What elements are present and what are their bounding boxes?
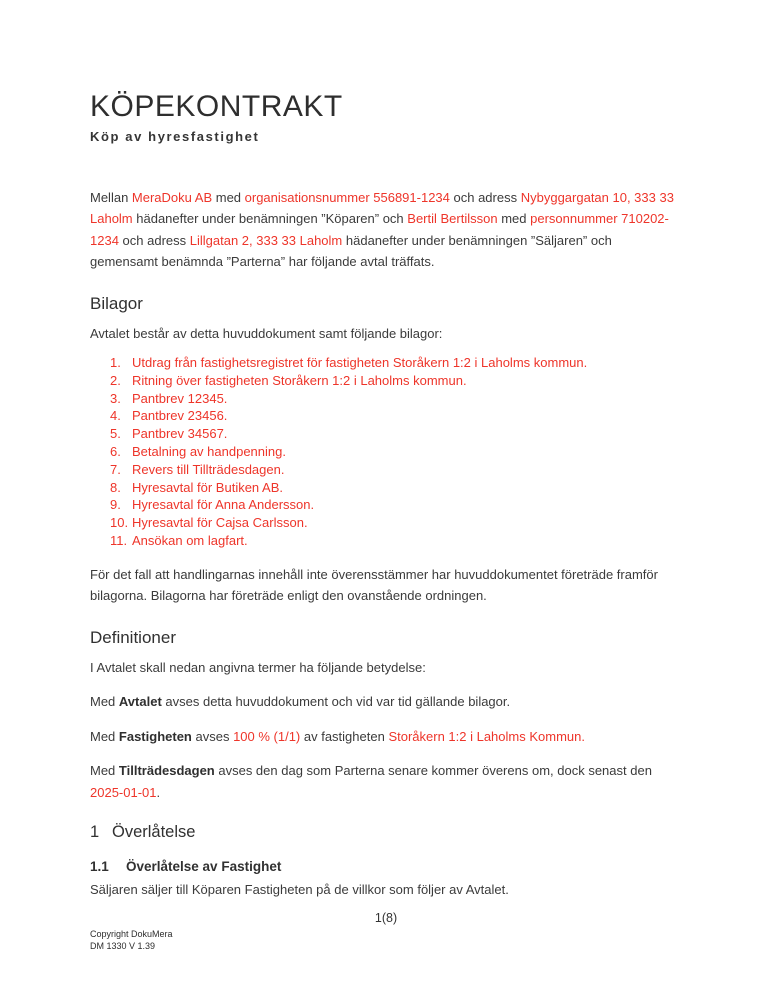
text-segment: Med (90, 694, 119, 710)
field-property-designation: Storåkern 1:2 i Laholms Kommun. (388, 728, 585, 744)
attachment-list (90, 354, 682, 550)
text-segment: och adress (449, 189, 521, 205)
text-segment: med (212, 189, 245, 205)
doc-title: KÖPEKONTRAKT (90, 90, 343, 123)
item-number: 10. (110, 515, 129, 531)
text-segment: Med (90, 763, 119, 779)
bilagor-intro: Avtalet består av detta huvuddokument samt följande bilagor: (90, 325, 443, 341)
attachment-item (110, 461, 682, 479)
item-number: 11. (110, 533, 128, 549)
definitioner-intro: I Avtalet skall nedan angivna termer ha följande betydelse: (90, 659, 426, 675)
item-text: Hyresavtal för Cajsa Carlsson. (132, 515, 308, 531)
definition-tilltradesdagen (90, 760, 682, 803)
attachment-item (110, 425, 682, 443)
subsection-title: Överlåtelse av Fastighet (126, 859, 282, 875)
field-ownership-share: 100 % (1/1) (233, 728, 301, 744)
item-text: Pantbrev 12345. (132, 390, 228, 406)
attachment-item (110, 354, 682, 372)
item-number: 6. (110, 444, 121, 460)
attachment-item (110, 532, 682, 550)
subsection-number: 1.1 (90, 859, 109, 875)
copyright-block (90, 929, 173, 952)
text-segment: avses (191, 728, 234, 744)
item-number: 5. (110, 426, 121, 442)
field-buyer-name: MeraDoku AB (131, 189, 213, 205)
text-segment: Mellan (90, 189, 132, 205)
item-text: Betalning av handpenning. (132, 444, 286, 460)
text-segment: hädanefter under benämningen ”Säljaren” och gemensamt benämnda ”Parterna” har följande avtal träffats. (90, 232, 612, 269)
text-segment: med (497, 211, 531, 226)
item-text: Ritning över fastigheten Storåkern 1:2 i Laholms kommun. (132, 372, 467, 388)
copyright-line-2: DM 1330 V 1.39 (90, 940, 156, 951)
term-fastigheten: Fastigheten (118, 728, 192, 744)
intro-paragraph (90, 187, 682, 273)
page-number: 1(8) (374, 911, 398, 925)
item-number: 8. (110, 479, 121, 495)
definitioner-heading: Definitioner (90, 627, 176, 647)
section-number: 1 (90, 823, 100, 842)
attachment-item (110, 514, 682, 532)
attachment-item (110, 407, 682, 425)
attachment-item (110, 496, 682, 514)
attachment-item (110, 390, 682, 408)
item-number: 4. (110, 408, 121, 424)
definition-fastigheten (90, 726, 682, 748)
item-number: 3. (110, 390, 121, 406)
text-segment: och adress (118, 232, 190, 248)
attachment-item (110, 443, 682, 461)
item-text: Hyresavtal för Butiken AB. (132, 479, 284, 495)
text-segment: hädanefter under benämningen ”Köparen” och (132, 211, 408, 226)
bilagor-heading: Bilagor (90, 293, 143, 313)
field-buyer-address: Nybyggargatan 10, 333 33 Laholm (90, 189, 674, 226)
text-segment: avses detta huvuddokument och vid var tid gällande bilagor. (161, 694, 511, 710)
text-segment: av fastigheten (300, 728, 389, 744)
bilagor-note: För det fall att handlingarnas innehåll inte överensstämmer har huvuddokumentet företräde framför bilagorna. Bilagorna har företräde enligt den ovanstående ordningen. (90, 566, 658, 604)
attachment-item (110, 372, 682, 390)
field-seller-name: Bertil Bertilsson (407, 211, 498, 226)
item-text: Utdrag från fastighetsregistret för fastigheten Storåkern 1:2 i Laholms kommun. (132, 355, 588, 371)
text-segment: . (156, 784, 161, 800)
item-number: 9. (110, 497, 121, 513)
item-text: Revers till Tillträdesdagen. (132, 461, 285, 477)
doc-subtitle: Köp av hyresfastighet (90, 128, 260, 144)
item-number: 2. (110, 372, 121, 388)
text-segment: avses den dag som Parterna senare kommer överens om, dock senast den (214, 763, 652, 779)
section-title: Överlåtelse (112, 823, 196, 842)
item-number: 7. (110, 461, 121, 477)
text-segment: Med (90, 728, 119, 744)
item-number: 1. (110, 355, 121, 371)
attachment-item (110, 479, 682, 497)
field-org-number: organisationsnummer 556891-1234 (244, 189, 450, 205)
item-text: Pantbrev 23456. (132, 408, 228, 424)
item-text: Hyresavtal för Anna Andersson. (132, 497, 315, 513)
field-person-number: personnummer 710202-1234 (90, 211, 669, 248)
section-1-1-body: Säljaren säljer till Köparen Fastigheten på de villkor som följer av Avtalet. (90, 882, 509, 898)
section-1-heading (90, 822, 682, 843)
term-avtalet: Avtalet (118, 694, 162, 710)
field-latest-access-date: 2025-01-01 (90, 784, 157, 800)
item-text: Ansökan om lagfart. (132, 533, 248, 549)
section-1-1-heading (90, 859, 682, 875)
definition-avtalet (90, 691, 682, 713)
copyright-line-1: Copyright DokuMera (90, 929, 173, 939)
term-tilltradesdagen: Tillträdesdagen (118, 763, 215, 779)
item-text: Pantbrev 34567. (132, 426, 228, 442)
field-seller-address: Lillgatan 2, 333 33 Laholm (189, 232, 343, 248)
